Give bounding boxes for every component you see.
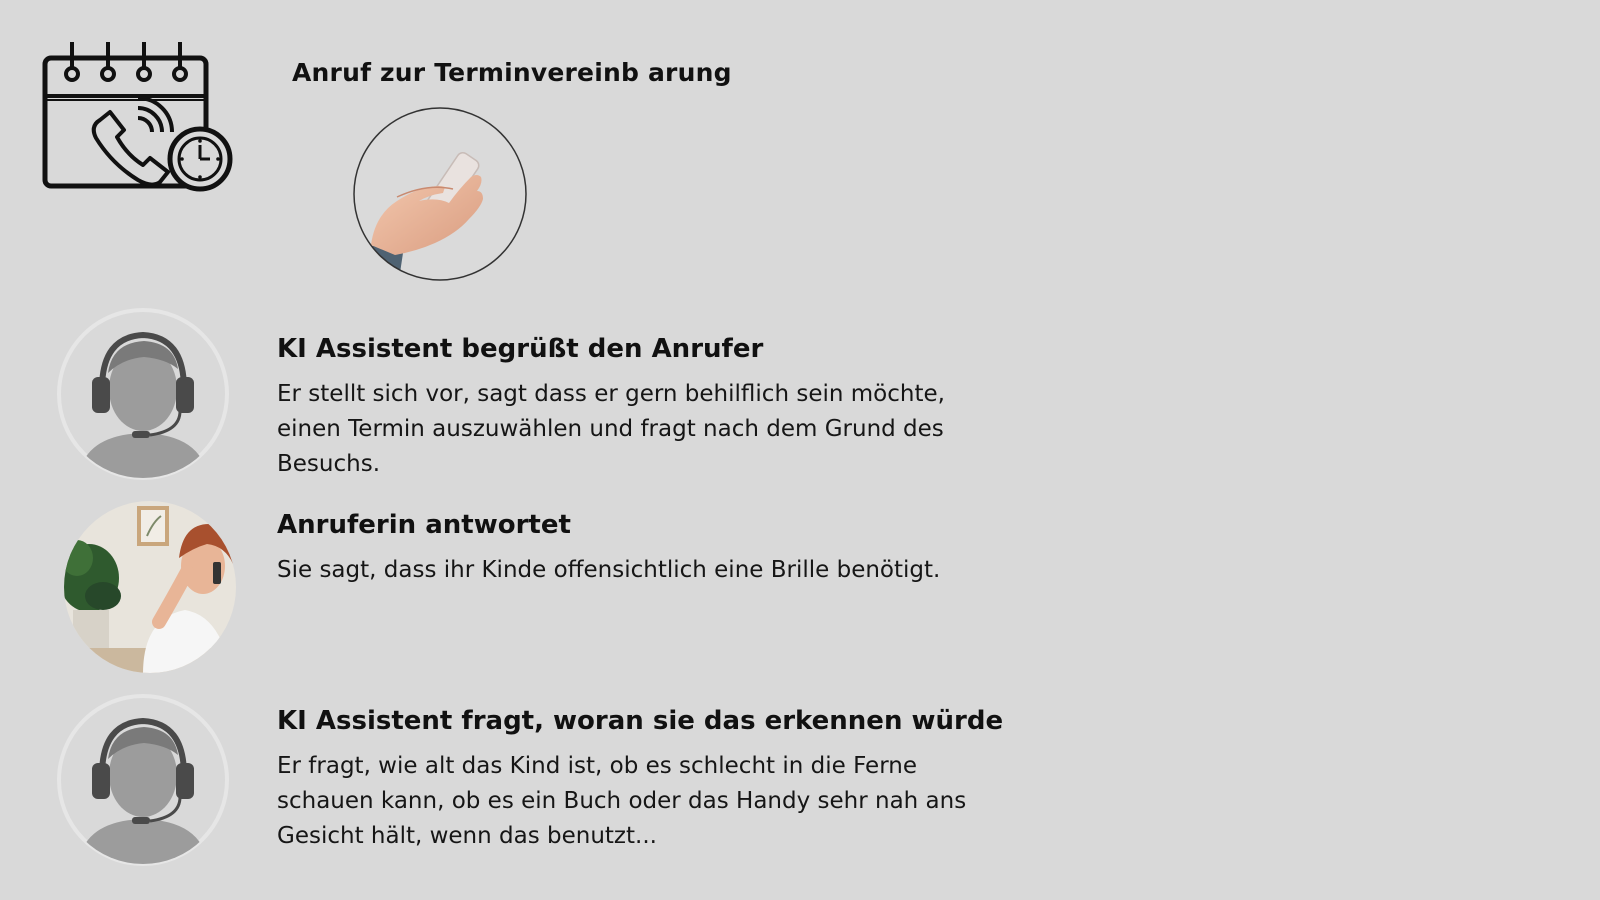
step-2-description: Sie sagt, dass ihr Kinde offensichtlich eine Brille benötigt.: [277, 557, 941, 583]
step-1-description: Er stellt sich vor, sagt dass er gern behilflich sein möchte, einen Termin auszuwählen und fragt nach dem Grund des Besuchs.: [277, 381, 945, 477]
step-1-title: KI Assistent begrüßt den Anrufer: [277, 334, 764, 364]
caller-photo: [63, 500, 237, 674]
assistant-avatar-icon: [56, 307, 230, 481]
hand-holding-phone-image: [353, 107, 527, 281]
step-3-title: KI Assistent fragt, woran sie das erkennen würde: [277, 706, 1004, 736]
calendar-phone-clock-icon: [40, 38, 240, 198]
page-title: Anruf zur Terminvereinb arung: [292, 58, 732, 87]
step-2-title: Anruferin antwortet: [277, 510, 571, 540]
step-3-description: Er fragt, wie alt das Kind ist, ob es schlecht in die Ferne schauen kann, ob es ein Buch oder das Handy sehr nah ans Gesicht hält, wenn das benutzt...: [277, 753, 967, 849]
assistant-avatar-icon: [56, 693, 230, 867]
